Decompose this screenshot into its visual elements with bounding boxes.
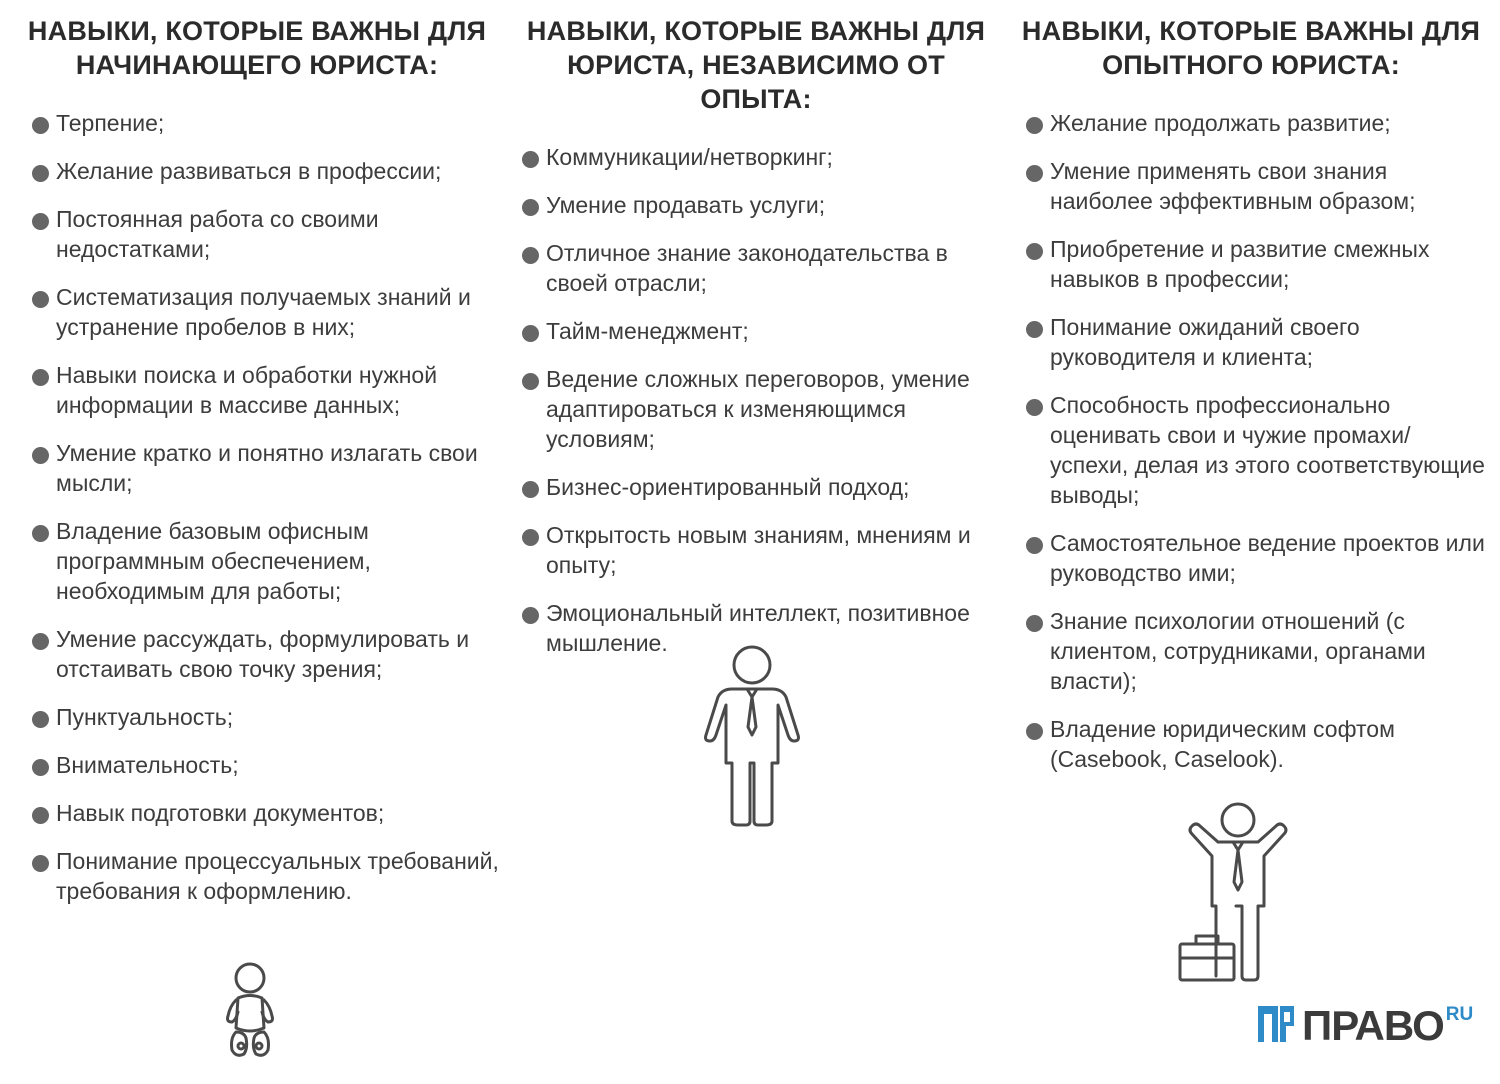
list-item: Понимание процессуальных требований, требования к оформлению. (22, 846, 512, 906)
list-item: Коммуникации/нетворкинг; (512, 142, 1012, 172)
list-item: Пунктуальность; (22, 702, 512, 732)
skills-list (22, 108, 512, 906)
column-experienced (1016, 14, 1486, 792)
list-item: Открытость новым знаниям, мнениям и опыту; (512, 520, 1012, 580)
skills-list (512, 142, 1012, 658)
list-item: Навыки поиска и обработки нужной информации в массиве данных; (22, 360, 512, 420)
column-title: НАВЫКИ, КОТОРЫЕ ВАЖНЫ ДЛЯ НАЧИНАЮЩЕГО ЮРИСТА: (27, 16, 487, 80)
list-item: Владение базовым офисным программным обеспечением, необходимым для работы; (22, 516, 512, 606)
list-item: Самостоятельное ведение проектов или руководство ими; (1016, 528, 1486, 588)
pravo-ru-logo (1256, 1004, 1473, 1048)
list-item: Умение продавать услуги; (512, 190, 1012, 220)
list-item: Отличное знание законодательства в своей отрасли; (512, 238, 1012, 298)
column-title: НАВЫКИ, КОТОРЫЕ ВАЖНЫ ДЛЯ ОПЫТНОГО ЮРИСТА: (1021, 16, 1481, 80)
list-item: Систематизация получаемых знаний и устранение пробелов в них; (22, 282, 512, 342)
list-item: Постоянная работа со своими недостатками; (22, 204, 512, 264)
list-item: Умение рассуждать, формулировать и отстаивать свою точку зрения; (22, 624, 512, 684)
list-item: Ведение сложных переговоров, умение адаптироваться к изменяющимся условиям; (512, 364, 1012, 454)
list-item: Тайм-менеджмент; (512, 316, 1012, 346)
column-any-experience (512, 14, 1012, 676)
logo-text: ПРАВО (1302, 1002, 1444, 1049)
list-item: Понимание ожиданий своего руководителя и клиента; (1016, 312, 1486, 372)
list-item: Владение юридическим софтом (Casebook, Caselook). (1016, 714, 1486, 774)
list-item: Способность профессионально оценивать свои и чужие промахи/успехи, делая из этого соответствующие выводы; (1016, 390, 1486, 510)
list-item: Эмоциональный интеллект, позитивное мышление. (512, 598, 1012, 658)
list-item: Желание продолжать развитие; (1016, 108, 1486, 138)
column-title: НАВЫКИ, КОТОРЫЕ ВАЖНЫ ДЛЯ ЮРИСТА, НЕЗАВИСИМО ОТ ОПЫТА: (526, 16, 986, 114)
list-item: Умение применять свои знания наиболее эффективным образом; (1016, 156, 1486, 216)
list-item: Желание развиваться в профессии; (22, 156, 512, 186)
list-item: Знание психологии отношений (с клиентом, сотрудниками, органами власти); (1016, 606, 1486, 696)
list-item: Терпение; (22, 108, 512, 138)
list-item: Бизнес-ориентированный подход; (512, 472, 1012, 502)
baby-icon (218, 962, 282, 1062)
logo-suffix: RU (1445, 1004, 1474, 1025)
list-item: Приобретение и развитие смежных навыков в профессии; (1016, 234, 1486, 294)
pravo-logo-mark-icon (1256, 1004, 1296, 1044)
businessman-icon (702, 645, 802, 827)
successful-lawyer-icon (1176, 802, 1294, 984)
list-item: Умение кратко и понятно излагать свои мысли; (22, 438, 512, 498)
list-item: Навык подготовки документов; (22, 798, 512, 828)
column-beginner (22, 14, 512, 924)
skills-list (1016, 108, 1486, 774)
list-item: Внимательность; (22, 750, 512, 780)
